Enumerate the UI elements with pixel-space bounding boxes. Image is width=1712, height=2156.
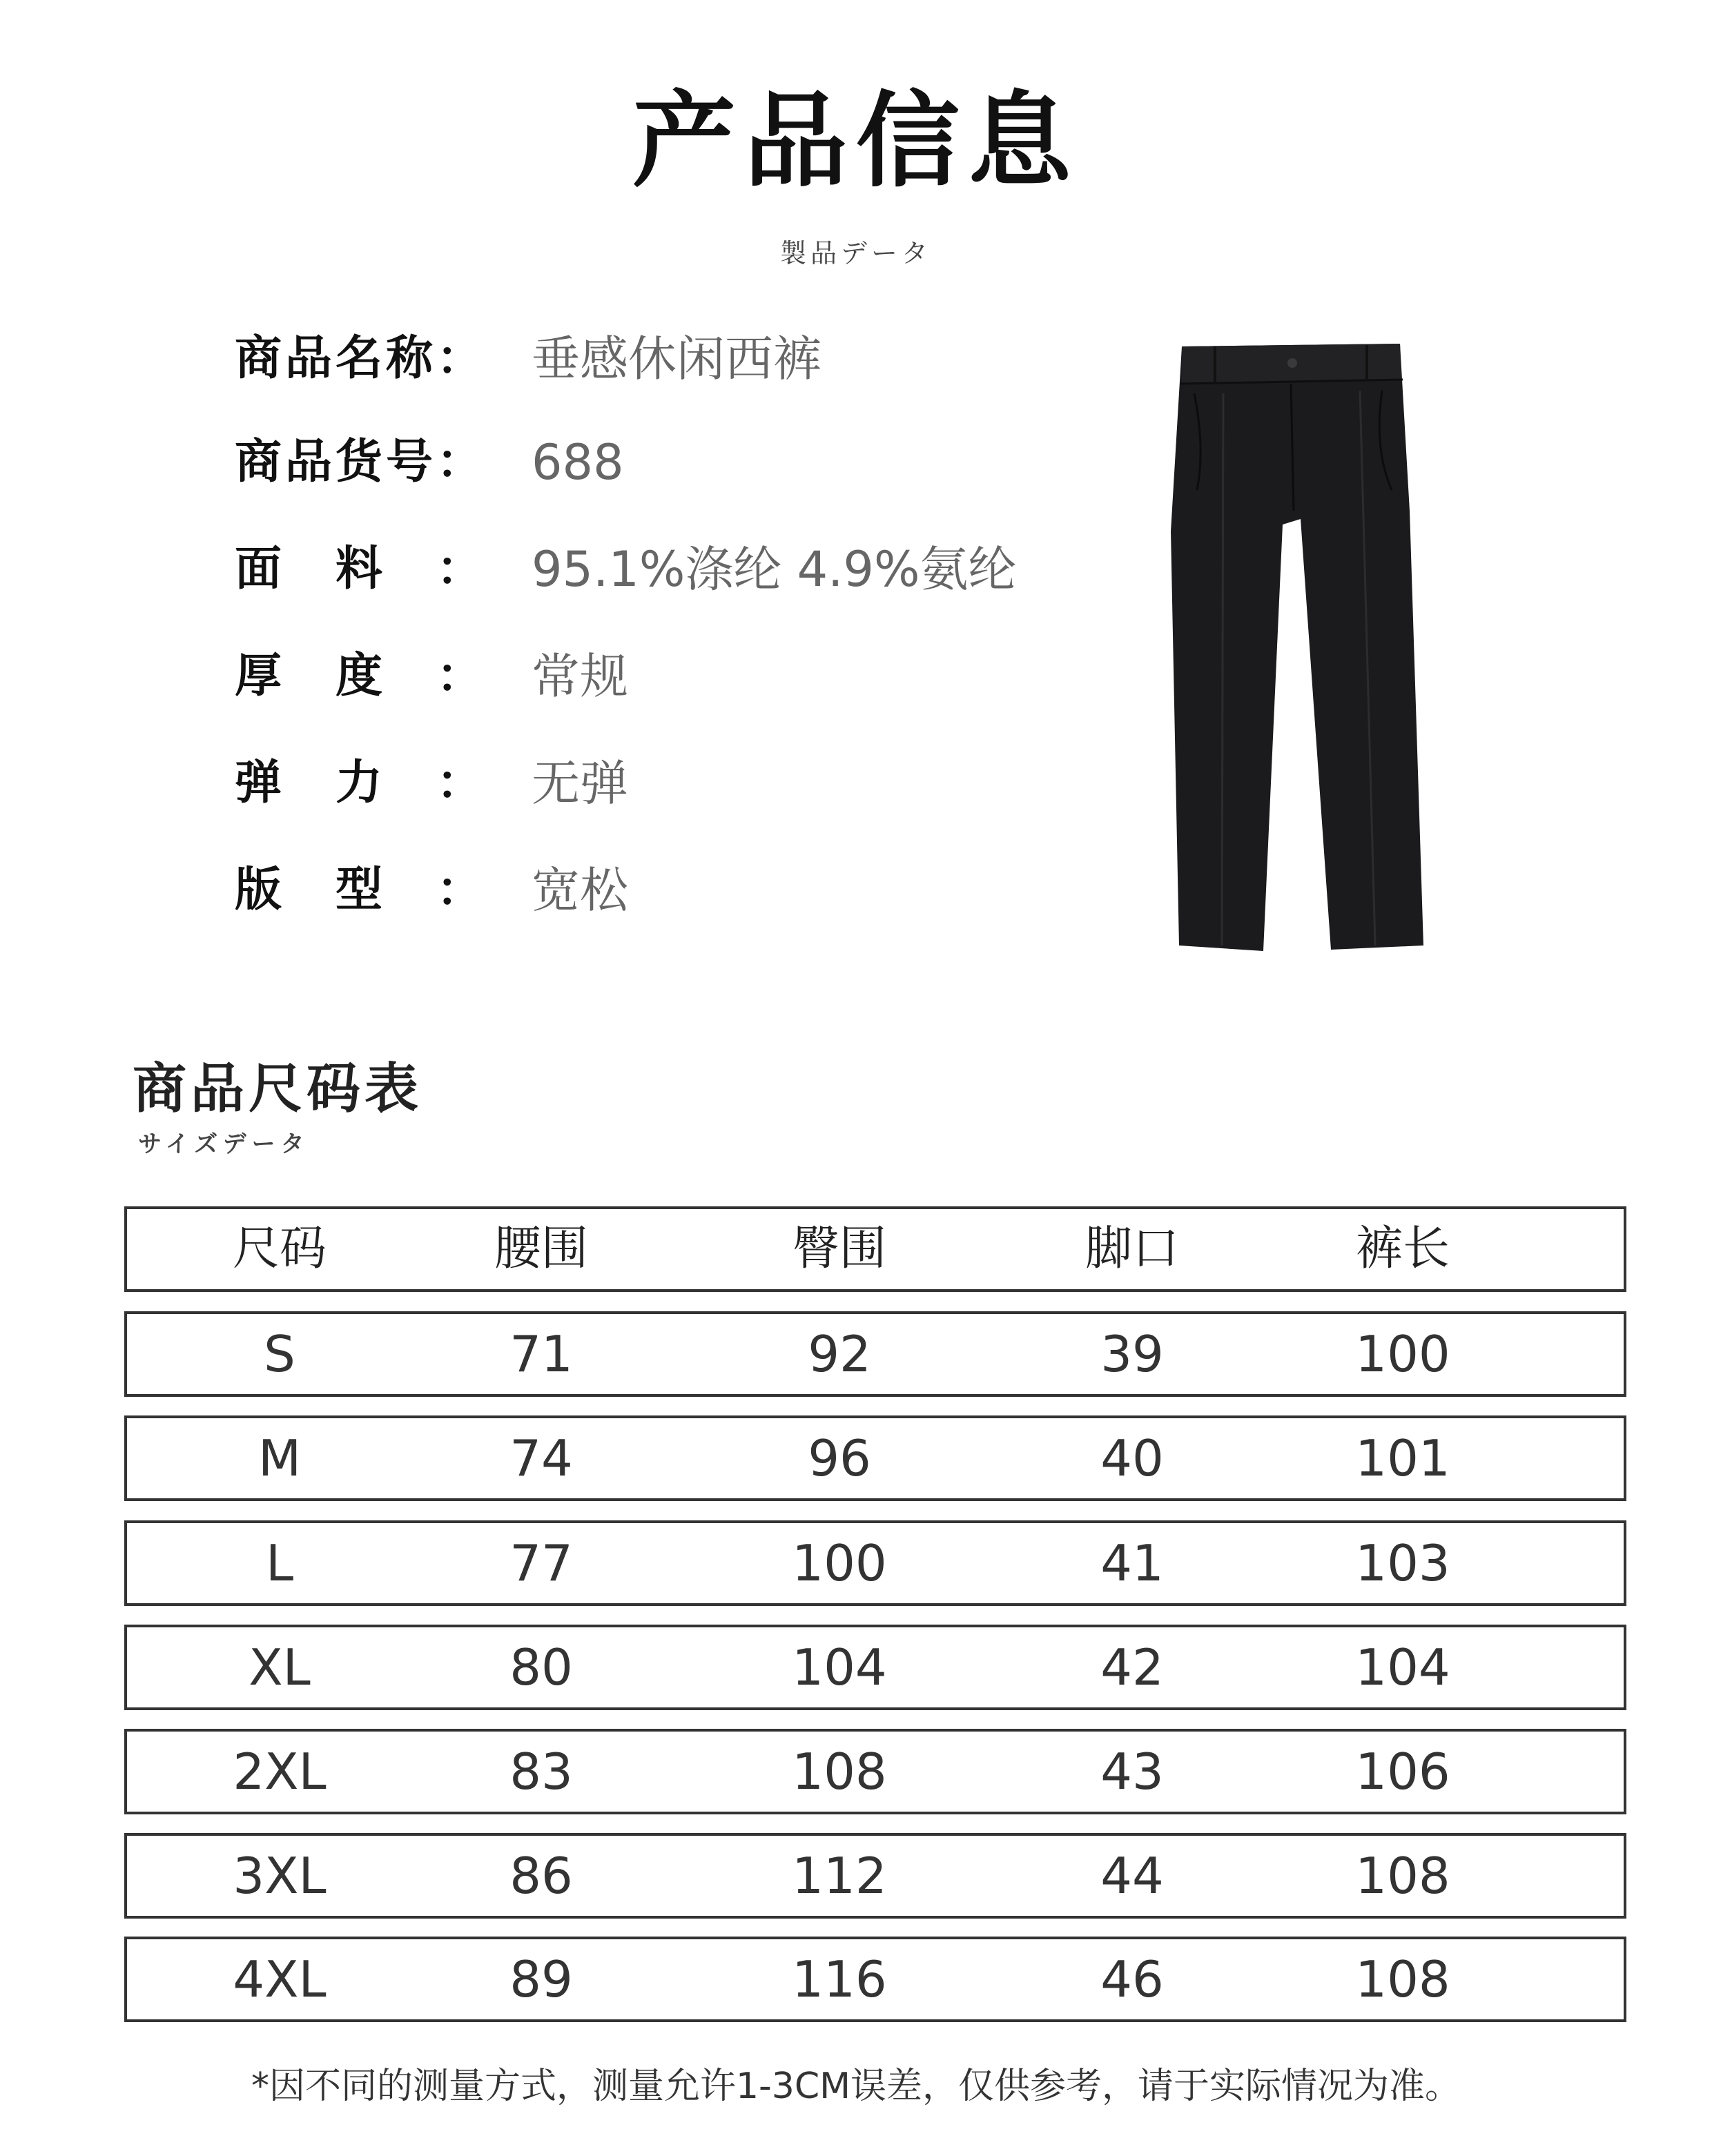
cell-length: 106 [1355,1743,1450,1801]
table-row [124,1833,1626,1919]
cell-size: 4XL [233,1950,327,2008]
cell-hip: 92 [808,1325,871,1383]
spec-row-elasticity [235,749,1132,818]
measurement-footnote: *因不同的测量方式，测量允许1-3CM误差，仅供参考，请于实际情况为准。 [251,2066,1461,2107]
cell-waist: 86 [509,1847,573,1905]
table-row [124,1729,1626,1814]
cell-hem: 46 [1100,1950,1164,2008]
spec-label: 弹 力 ： [235,756,483,810]
header-hip: 臀围 [792,1222,886,1276]
page-title: 产品信息 [632,81,1080,202]
header-hem: 脚口 [1084,1222,1179,1276]
spec-label: 商 品 名 称 ： [235,331,483,386]
header-waist: 腰围 [494,1222,588,1276]
table-row [124,1520,1626,1606]
cell-hip: 112 [792,1847,887,1905]
table-row [124,1311,1626,1397]
cell-hem: 41 [1100,1534,1164,1592]
cell-hem: 42 [1100,1638,1164,1696]
cell-hip: 108 [792,1743,887,1801]
header-size: 尺码 [232,1222,327,1276]
cell-waist: 71 [509,1325,573,1383]
table-row [124,1625,1626,1710]
cell-length: 108 [1355,1847,1450,1905]
spec-row-thickness [235,642,1132,711]
cell-waist: 80 [509,1638,573,1696]
cell-hem: 44 [1100,1847,1164,1905]
cell-length: 104 [1355,1638,1450,1696]
spec-label: 商 品 货 号 ： [235,435,483,489]
spec-value: 垂感休闲西裤 [532,331,821,387]
cell-waist: 74 [509,1429,573,1487]
cell-hip: 104 [792,1638,887,1696]
spec-row-fabric [235,535,1132,604]
size-table-header [124,1206,1626,1292]
cell-hem: 40 [1100,1429,1164,1487]
cell-length: 103 [1355,1534,1450,1592]
size-chart-subtitle: サイズデータ [138,1130,310,1158]
spec-row-name [235,324,1132,393]
cell-size: 3XL [233,1847,327,1905]
spec-row-item-number [235,428,1132,497]
cell-hip: 116 [792,1950,887,2008]
cell-hip: 96 [808,1429,871,1487]
spec-row-fit [235,856,1132,925]
spec-value: 688 [532,434,624,491]
cell-waist: 83 [509,1743,573,1801]
cell-waist: 89 [509,1950,573,2008]
cell-size: L [265,1534,294,1592]
size-chart-title: 商品尺码表 [133,1058,423,1120]
cell-hem: 39 [1100,1325,1164,1383]
spec-value: 无弹 [532,755,628,812]
cell-length: 108 [1355,1950,1450,2008]
spec-label: 版 型 ： [235,863,483,917]
spec-value: 常规 [532,648,628,705]
cell-hem: 43 [1100,1743,1164,1801]
cell-size: S [264,1325,295,1383]
header-length: 裤长 [1355,1222,1450,1276]
spec-value: 95.1%涤纶 4.9%氨纶 [532,541,1017,598]
cell-length: 101 [1355,1429,1450,1487]
spec-value: 宽松 [532,862,628,919]
spec-label: 面 料 ： [235,542,483,596]
cell-hip: 100 [792,1534,887,1592]
cell-length: 100 [1355,1325,1450,1383]
table-row [124,1415,1626,1501]
page-subtitle: 製品データ [779,238,932,268]
spec-label: 厚 度 ： [235,649,483,703]
cell-size: M [257,1429,302,1487]
cell-size: 2XL [233,1743,327,1801]
dress-pants-icon [1167,338,1429,952]
cell-waist: 77 [509,1534,573,1592]
cell-size: XL [249,1638,311,1696]
table-row [124,1937,1626,2022]
